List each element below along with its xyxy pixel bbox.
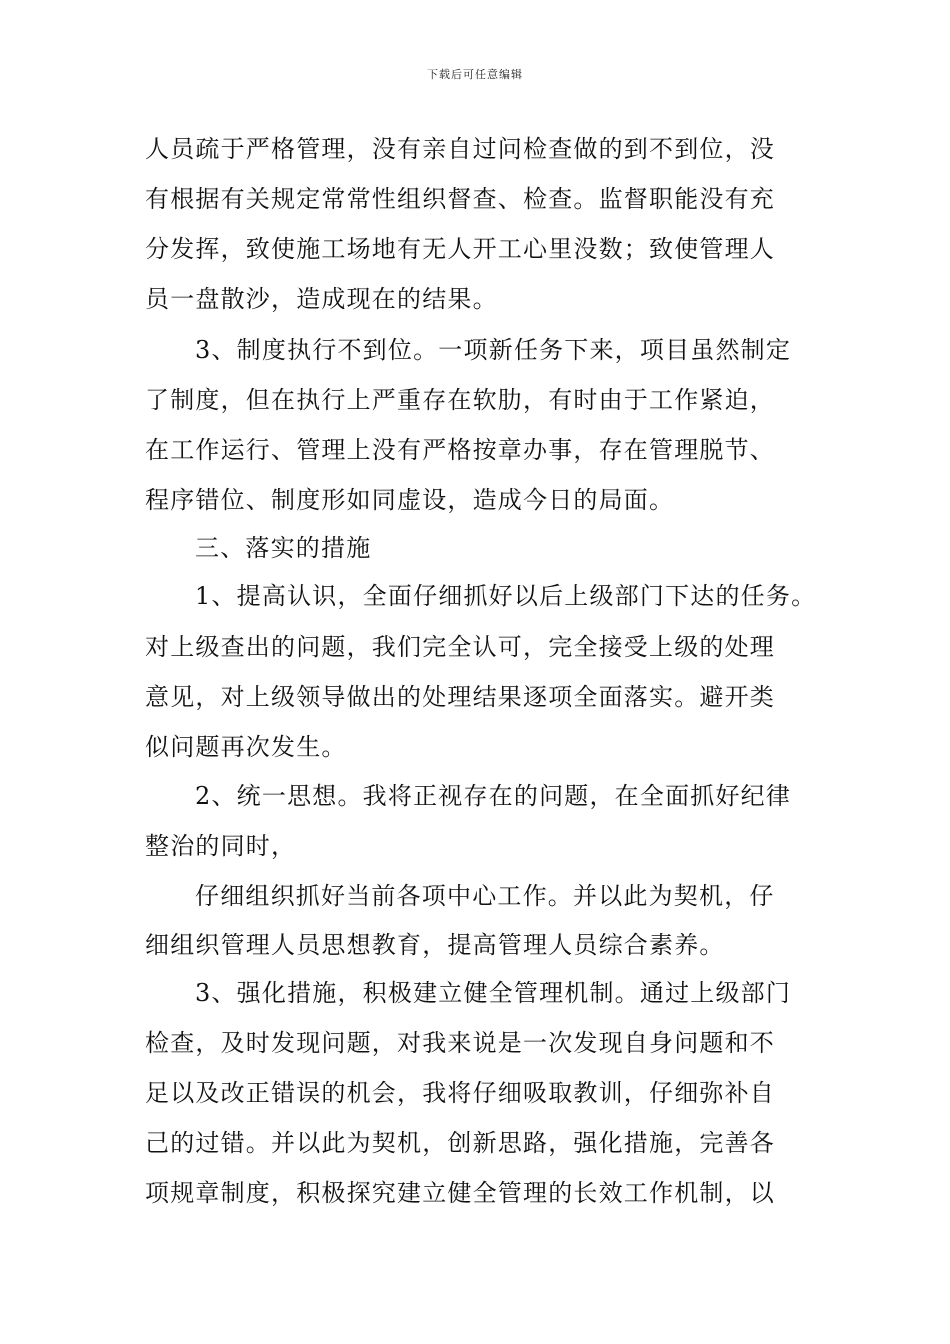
page-header: 下载后可任意编辑 [427,68,523,81]
text-line: 3、强化措施，积极建立健全管理机制。通过上级部门 [195,979,792,1007]
text-line: 员一盘散沙，造成现在的结果。 [145,285,498,313]
text-line: 检查，及时发现问题，对我来说是一次发现自身问题和不 [145,1029,775,1057]
text-line: 项规章制度，积极探究建立健全管理的长效工作机制，以 [145,1179,775,1207]
text-line: 程序错位、制度形如同虚设，造成今日的局面。 [145,486,675,514]
text-line: 仔细组织抓好当前各项中心工作。并以此为契机，仔 [195,882,775,910]
text-line: 意见，对上级领导做出的处理结果逐项全面落实。避开类 [145,683,775,711]
section-heading: 三、落实的措施 [195,534,372,562]
text-line: 2、统一思想。我将正视存在的问题，在全面抓好纪律 [195,782,792,810]
text-line: 细组织管理人员思想教育，提高管理人员综合素养。 [145,931,725,959]
text-line: 有根据有关规定常常性组织督查、检查。监督职能没有充 [145,185,775,213]
text-line: 己的过错。并以此为契机，创新思路，强化措施，完善各 [145,1129,775,1157]
text-line: 人员疏于严格管理，没有亲自过问检查做的到不到位，没 [145,135,775,163]
text-line: 3、制度执行不到位。一项新任务下来，项目虽然制定 [195,336,792,364]
text-line: 分发挥，致使施工场地有无人开工心里没数；致使管理人 [145,235,775,263]
text-line: 足以及改正错误的机会，我将仔细吸取教训，仔细弥补自 [145,1079,775,1107]
text-line: 似问题再次发生。 [145,733,347,761]
text-line: 整治的同时， [145,832,297,860]
text-line: 在工作运行、管理上没有严格按章办事，存在管理脱节、 [145,436,775,464]
text-line: 了制度，但在执行上严重存在软肋，有时由于工作紧迫， [145,386,775,414]
text-line: 对上级查出的问题，我们完全认可，完全接受上级的处理 [145,633,775,661]
text-line: 1、提高认识，全面仔细抓好以后上级部门下达的任务。 [195,582,817,610]
